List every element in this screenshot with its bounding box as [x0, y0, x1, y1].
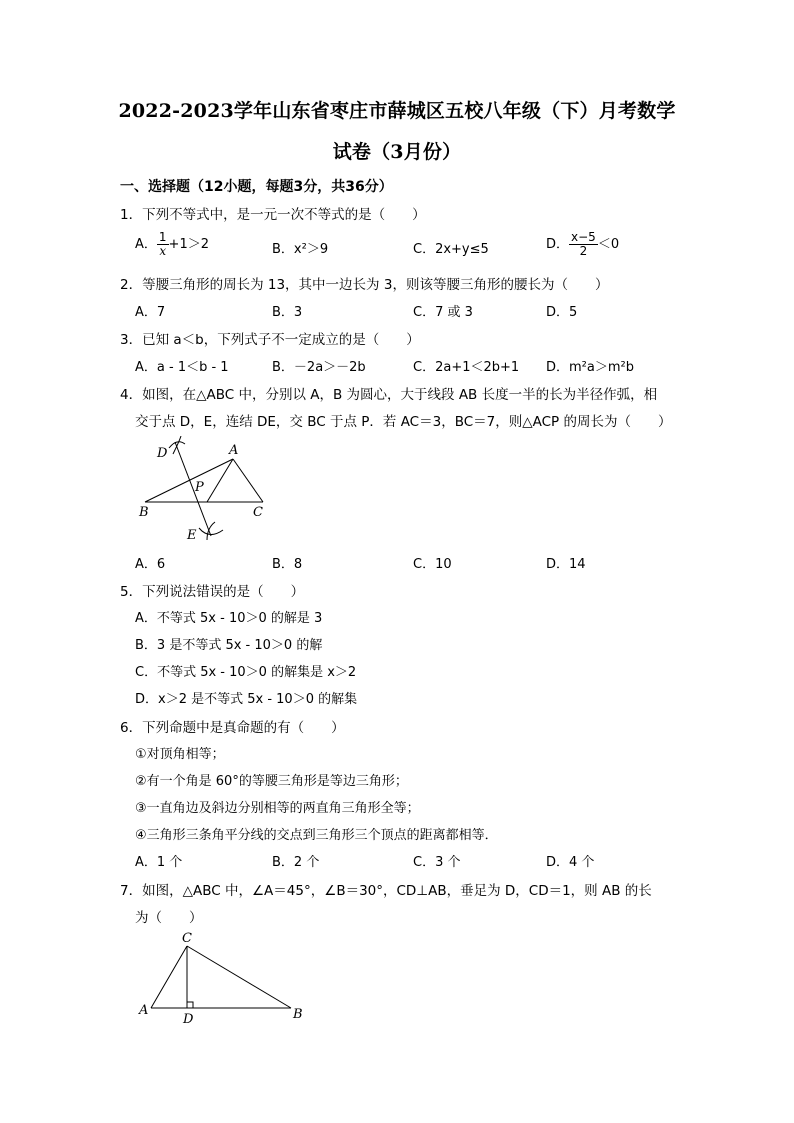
question-2-option-a: A．7 — [135, 305, 166, 320]
arc-bottom-1 — [199, 528, 223, 535]
question-6-option-d: D．4 个 — [546, 855, 595, 870]
title-line-1: 2022-2023学年山东省枣庄市薛城区五校八年级（下）月考数学 — [118, 100, 676, 122]
line-de — [175, 442, 211, 536]
question-4-option-a: A．6 — [135, 557, 166, 572]
question-1-option-b: B．x²＞9 — [272, 242, 329, 257]
label-c: C — [253, 505, 263, 520]
question-6-option-b: B．2 个 — [272, 855, 320, 870]
section-heading: 一、选择题（12小题，每题3分，共36分） — [120, 179, 393, 195]
label-d: D — [183, 1012, 194, 1026]
question-6-statement-1: ①对顶角相等； — [135, 747, 225, 762]
option-a-rest: +1＞2 — [168, 237, 209, 252]
option-d-label: D． — [546, 237, 570, 252]
fraction-denominator: x — [159, 244, 167, 258]
question-5-option-c: C．不等式 5x - 10＞0 的解集是 x＞2 — [135, 665, 357, 680]
label-b: B — [293, 1007, 303, 1022]
question-4-option-c: C．10 — [413, 557, 452, 572]
question-3-option-b: B．－2a＞－2b — [272, 360, 366, 375]
fraction-numerator: 1 — [158, 230, 167, 244]
question-1-option-a — [135, 231, 209, 258]
arc-top-2 — [173, 436, 181, 454]
label-c: C — [182, 931, 192, 946]
question-5-option-a: A．不等式 5x - 10＞0 的解是 3 — [135, 611, 323, 626]
question-2-option-b: B．3 — [272, 305, 303, 320]
fraction-denominator: 2 — [579, 244, 588, 258]
question-2-stem: 2．等腰三角形的周长为 13，其中一边长为 3，则该等腰三角形的腰长为（ ） — [120, 277, 609, 293]
segment-ac — [151, 946, 187, 1008]
segment-cb — [187, 946, 291, 1008]
question-3-option-c: C．2a+1＜2b+1 — [413, 360, 520, 375]
question-3-option-a: A．a - 1＜b - 1 — [135, 360, 229, 375]
question-4-stem-line-1: 4．如图，在△ABC 中，分别以 A，B 为圆心，大于线段 AB 长度一半的长为半径作弧，相 — [120, 387, 658, 403]
question-3-option-d: D．m²a＞m²b — [546, 360, 634, 375]
option-a-label: A． — [135, 237, 157, 252]
question-4-figure — [135, 436, 295, 548]
question-7-stem-line-1: 7．如图，△ABC 中，∠A＝45°，∠B＝30°，CD⊥AB，垂足为 D，CD＝1，则 AB 的长 — [120, 883, 652, 899]
question-4-option-d: D．14 — [546, 557, 586, 572]
question-6-option-a: A．1 个 — [135, 855, 183, 870]
label-d: D — [157, 446, 168, 461]
label-e: E — [187, 528, 197, 543]
label-a: A — [229, 443, 239, 458]
question-4-stem-line-2: 交于点 D，E，连结 DE，交 BC 于点 P．若 AC＝3，BC＝7，则△ACP 的周长为（ ） — [135, 414, 672, 430]
label-p: P — [195, 480, 204, 495]
question-1-option-d — [546, 231, 619, 258]
fraction-numerator: x−5 — [571, 230, 596, 244]
question-6-option-c: C．3 个 — [413, 855, 461, 870]
question-3-stem: 3．已知 a＜b，下列式子不一定成立的是（ ） — [120, 332, 420, 348]
question-1-option-c: C．2x+y≤5 — [413, 242, 489, 257]
segment-ac — [233, 459, 263, 502]
question-2-option-c: C．7 或 3 — [413, 305, 473, 320]
option-d-rest: ＜0 — [597, 237, 620, 252]
question-7-stem-line-2: 为（ ） — [135, 910, 203, 926]
label-b: B — [139, 505, 149, 520]
label-a: A — [139, 1003, 149, 1018]
question-4-option-b: B．8 — [272, 557, 303, 572]
question-5-option-b: B．3 是不等式 5x - 10＞0 的解 — [135, 638, 323, 653]
question-1-stem: 1．下列不等式中，是一元一次不等式的是（ ） — [120, 207, 426, 223]
question-5-stem: 5．下列说法错误的是（ ） — [120, 584, 305, 600]
question-5-option-d: D．x＞2 是不等式 5x - 10＞0 的解集 — [135, 692, 358, 707]
fraction-x-minus-5-over-2 — [569, 231, 598, 258]
title-line-2: 试卷（3月份） — [332, 141, 462, 163]
question-7-figure — [135, 930, 315, 1026]
fraction-1-over-x — [157, 231, 169, 258]
question-6-statement-3: ③一直角边及斜边分别相等的两直角三角形全等； — [135, 801, 420, 816]
question-6-statement-4: ④三角形三条角平分线的交点到三角形三个顶点的距离都相等． — [135, 828, 498, 843]
question-2-option-d: D．5 — [546, 305, 578, 320]
question-6-statement-2: ②有一个角是 60°的等腰三角形是等边三角形； — [135, 774, 408, 789]
right-angle-mark — [187, 1002, 193, 1008]
arc-bottom-2 — [207, 522, 215, 540]
question-6-stem: 6．下列命题中是真命题的有（ ） — [120, 720, 345, 736]
